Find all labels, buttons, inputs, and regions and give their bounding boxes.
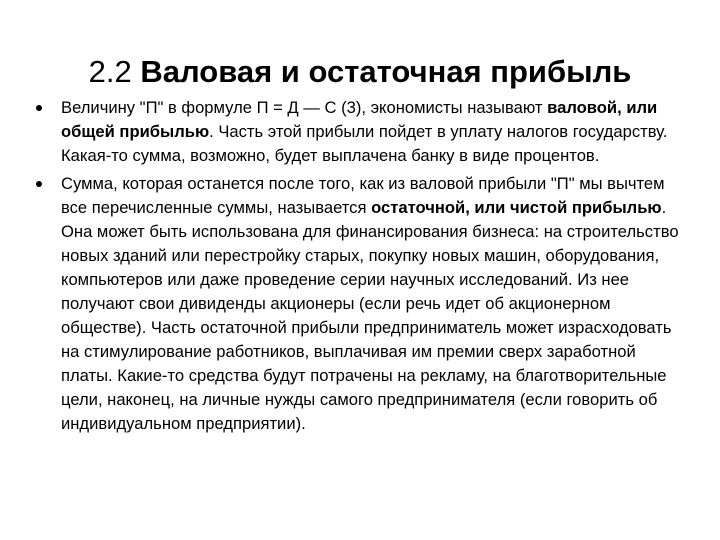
bullet-text: Величину "П" в формуле П = Д — С (3), экономисты называют <box>61 98 548 117</box>
bullet-item <box>34 96 682 168</box>
bullet-bold-term: валовой, или общей прибылью <box>61 98 658 141</box>
slide-body <box>34 96 682 440</box>
bullet-item <box>34 172 682 436</box>
bullet-text: . Она может быть использована для финансирования бизнеса: на строительство новых зданий или перестройку старых, покупку новых машин, оборудования, компьютеров или даже проведение серии научных исследований. Из нее получают свои дивиденды акционеры (если речь идет об акционерном обществе). Часть остаточной прибыли предприниматель может израсходовать на стимулирование работников, выплачивая им премии сверх заработной платы. Какие-то средства будут потрачены на рекламу, на благотворительные цели, наконец, на личные нужды самого предпринимателя (если говорить об индивидуальном предприятии). <box>61 198 679 433</box>
title-text: Валовая и остаточная прибыль <box>140 54 632 89</box>
title-number: 2.2 <box>88 54 132 89</box>
bullet-text: Сумма, которая останется после того, как из валовой прибыли "П" мы вычтем все перечисленные суммы, называется <box>61 174 665 217</box>
bullet-bold-term: остаточной, или чистой прибылью <box>371 198 662 217</box>
bullet-text: . Часть этой прибыли пойдет в уплату налогов государству. Какая-то сумма, возможно, будет выплачена банку в виде процентов. <box>61 122 668 165</box>
slide-title <box>0 52 720 92</box>
